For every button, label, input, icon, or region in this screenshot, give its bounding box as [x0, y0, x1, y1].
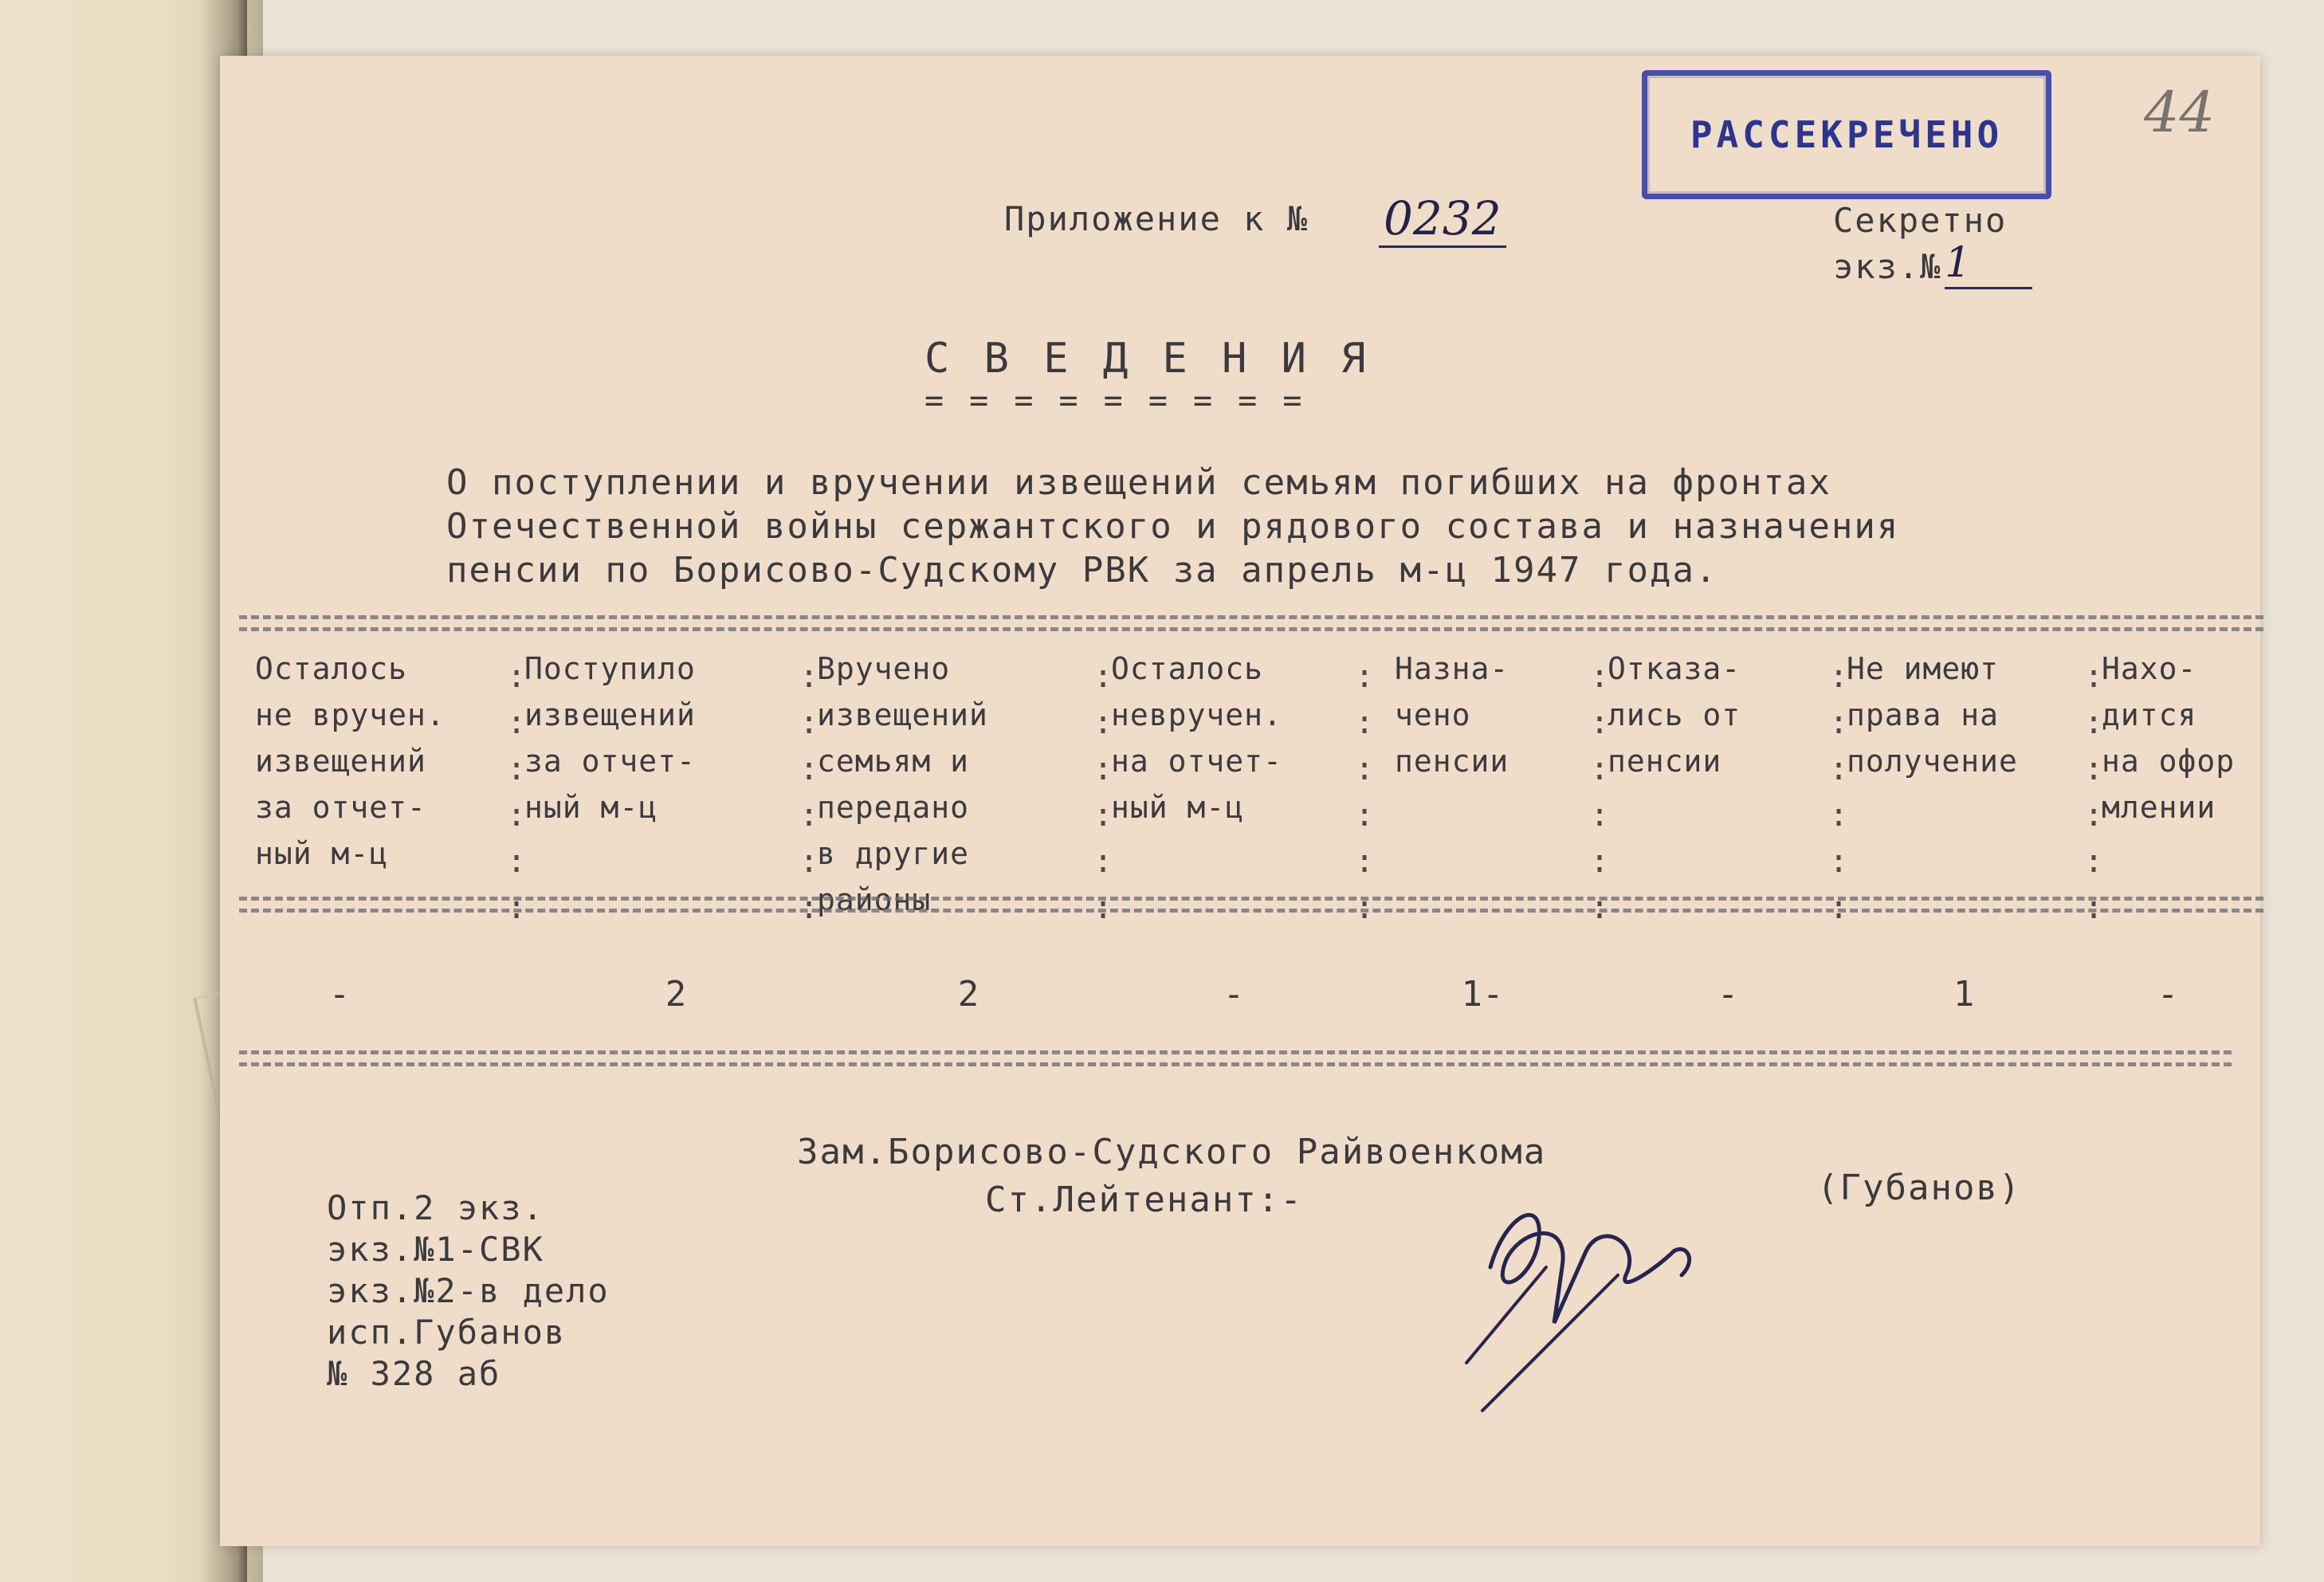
- description-line-3: пенсии по Борисово-Судскому РВК за апрель м-ц 1947 года.: [446, 550, 1718, 591]
- signature-name: (Губанов): [1817, 1168, 2022, 1208]
- appendix-number: 0232: [1379, 191, 1506, 248]
- table-bottom-rule: [239, 1050, 2232, 1066]
- value-delivered: 2: [957, 974, 979, 1015]
- value-not-delivered-start: -: [328, 974, 351, 1015]
- table-header-rule: [239, 897, 2263, 913]
- column-separator: : : : : : :: [2084, 658, 2104, 926]
- pencil-page-number: 44: [2144, 80, 2216, 145]
- signature-title: Зам.Борисово-Судского Райвоенкома: [797, 1132, 1547, 1172]
- value-received: 2: [665, 974, 687, 1015]
- copy-number: 1: [1945, 239, 2032, 289]
- appendix-label: Приложение к №: [1004, 199, 1309, 238]
- column-separator: : : : : : :: [799, 658, 819, 926]
- handwritten-signature: [1458, 1148, 1721, 1419]
- column-separator: : : : : : :: [507, 658, 527, 926]
- column-header-1: Осталось не вручен. извещений за отчет- ный м-ц: [255, 651, 446, 871]
- footer-line-2: экз.№1-СВК: [327, 1230, 544, 1269]
- footer-line-4: исп.Губанов: [327, 1313, 567, 1352]
- column-header-5: Назна- чено пенсии: [1395, 651, 1509, 779]
- copy-label: экз.№: [1833, 247, 1942, 286]
- declassified-stamp: РАССЕКРЕЧЕНО: [1642, 70, 2051, 199]
- table-top-rule: [239, 615, 2263, 631]
- column-separator: : : : : : :: [1829, 658, 1849, 926]
- value-not-entitled: 1: [1953, 974, 1975, 1015]
- signature-rank: Ст.Лейтенант:-: [985, 1180, 1303, 1220]
- footer-line-1: Отп.2 экз.: [327, 1188, 544, 1227]
- column-separator: : : : : : :: [1093, 658, 1113, 926]
- column-header-4: Осталось невручен. на отчет- ный м-ц: [1111, 651, 1282, 825]
- secret-label: Секретно: [1833, 201, 2008, 240]
- document-title: С В Е Д Е Н И Я: [924, 335, 1371, 383]
- column-header-6: Отказа- лись от пенсии: [1608, 651, 1741, 779]
- footer-line-3: экз.№2-в дело: [327, 1271, 610, 1310]
- value-in-processing: -: [2157, 974, 2179, 1015]
- value-not-delivered-end: -: [1223, 974, 1245, 1015]
- footer-line-5: № 328 аб: [327, 1354, 501, 1393]
- column-header-8: Нахо- дится на офор млении: [2102, 651, 2236, 825]
- column-header-7: Не имеют права на получение: [1847, 651, 2018, 779]
- description-line-1: О поступлении и вручении извещений семьям погибших на фронтах: [446, 462, 1831, 503]
- column-separator: : : : : : :: [1590, 658, 1610, 926]
- value-refused: -: [1717, 974, 1739, 1015]
- title-underline: = = = = = = = = =: [924, 383, 1305, 419]
- footer-notes: [327, 1187, 610, 1395]
- column-header-3: Вручено извещений семьям и передано в другие районы: [817, 651, 988, 917]
- column-header-2: Поступило извещений за отчет- ный м-ц: [524, 651, 696, 825]
- column-separator: : : : : : :: [1355, 658, 1375, 926]
- description-line-2: Отечественной войны сержантского и рядового состава и назначения: [446, 506, 1900, 547]
- value-pension-assigned: 1-: [1461, 974, 1504, 1015]
